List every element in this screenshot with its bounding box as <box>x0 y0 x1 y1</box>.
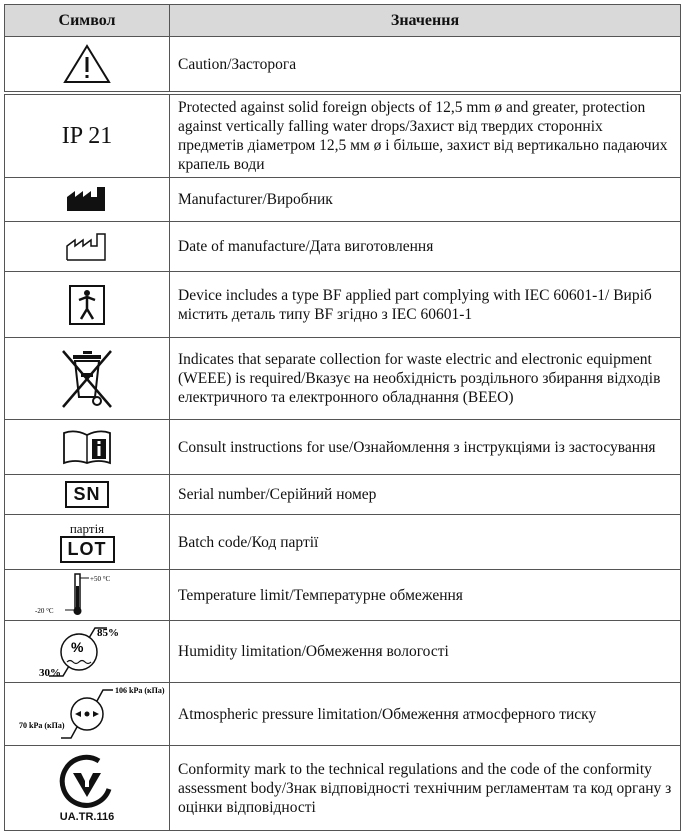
humidity-upper-label: 85% <box>97 626 119 639</box>
consult-instructions-icon <box>62 429 112 465</box>
meaning-cell: Caution/Застoрога <box>170 37 681 92</box>
symbol-cell <box>5 475 170 515</box>
table-row <box>5 420 681 475</box>
conformity-code-label: UA.TR.116 <box>59 811 115 823</box>
manufacturer-factory-icon <box>65 187 109 213</box>
batch-caption: партія <box>69 520 105 536</box>
meaning-cell: Device includes a type BF applied part complying with IEC 60601-1/ Виріб містить деталь типу BF згідно з IEC 60601-1 <box>170 272 681 338</box>
symbol-cell <box>5 272 170 338</box>
table-row <box>5 272 681 338</box>
symbol-cell <box>5 515 170 570</box>
temperature-limit-icon <box>27 572 147 618</box>
meaning-cell: Humidity limitation/Обмеження вологості <box>170 621 681 683</box>
symbol-cell <box>5 338 170 420</box>
symbol-cell <box>5 570 170 621</box>
table-row <box>5 95 681 178</box>
symbol-cell <box>5 746 170 831</box>
table-row <box>5 338 681 420</box>
table-row <box>5 37 681 92</box>
table-row <box>5 178 681 222</box>
ip-rating-label: IP 21 <box>61 122 113 149</box>
meaning-cell: Conformity mark to the technical regulations and the code of the conformity assessment body/Знак відповідності технічним регламентам та код органу з оцінки відповідності <box>170 746 681 831</box>
symbol-cell <box>5 37 170 92</box>
caution-triangle-icon <box>63 44 111 84</box>
table-row <box>5 570 681 621</box>
column-header-symbol: Символ <box>5 5 170 37</box>
meaning-cell: Consult instructions for use/Ознайомлення з інструкціями із застосування <box>170 420 681 475</box>
pressure-lower-label: 70 kPa (кПа) <box>19 721 65 730</box>
svg-text:%: % <box>71 638 84 655</box>
symbols-table <box>4 94 681 831</box>
weee-crossed-bin-icon <box>59 347 115 411</box>
symbol-cell <box>5 95 170 178</box>
column-header-meaning: Значення <box>170 5 681 37</box>
serial-number-label: SN <box>65 481 108 508</box>
pressure-limit-icon <box>17 684 165 744</box>
pressure-upper-label: 106 kPa (кПа) <box>115 686 165 695</box>
table-row <box>5 746 681 831</box>
humidity-limit-icon <box>27 624 147 680</box>
lot-label: LOT <box>60 536 115 563</box>
table-row <box>5 515 681 570</box>
type-bf-applied-part-icon <box>68 284 106 326</box>
meaning-cell: Temperature limit/Температурне обмеження <box>170 570 681 621</box>
humidity-lower-label: 30% <box>39 666 61 679</box>
symbol-cell <box>5 420 170 475</box>
meaning-cell: Indicates that separate collection for waste electric and electronic equipment (WEEE) is required/Вказує на необхідність роздільного збирання відходів електричного та електронного обладнання (ВЕЕО) <box>170 338 681 420</box>
temperature-upper-label: +50 °C <box>90 575 111 583</box>
symbol-cell <box>5 222 170 272</box>
symbol-cell <box>5 621 170 683</box>
temperature-lower-label: -20 °C <box>35 607 54 615</box>
table-row <box>5 621 681 683</box>
symbol-cell <box>5 683 170 746</box>
meaning-cell: Atmospheric pressure limitation/Обмеження атмосферного тиску <box>170 683 681 746</box>
meaning-cell: Protected against solid foreign objects of 12,5 mm ø and greater, protection against vertically falling water drops/Захист від твердих сторонніх предметів діаметром 12,5 мм ø і більше, захист від вертикально падаючих крапель води <box>170 95 681 178</box>
meaning-cell: Batch code/Код партії <box>170 515 681 570</box>
table-row <box>5 475 681 515</box>
ua-conformity-mark-icon <box>59 753 115 809</box>
date-of-manufacture-icon <box>65 232 109 262</box>
meaning-cell: Serial number/Серійний номер <box>170 475 681 515</box>
table-row <box>5 683 681 746</box>
symbols-table-header <box>4 4 681 92</box>
table-row <box>5 222 681 272</box>
meaning-cell: Manufacturer/Виробник <box>170 178 681 222</box>
symbol-cell <box>5 178 170 222</box>
meaning-cell: Date of manufacture/Дата виготовлення <box>170 222 681 272</box>
